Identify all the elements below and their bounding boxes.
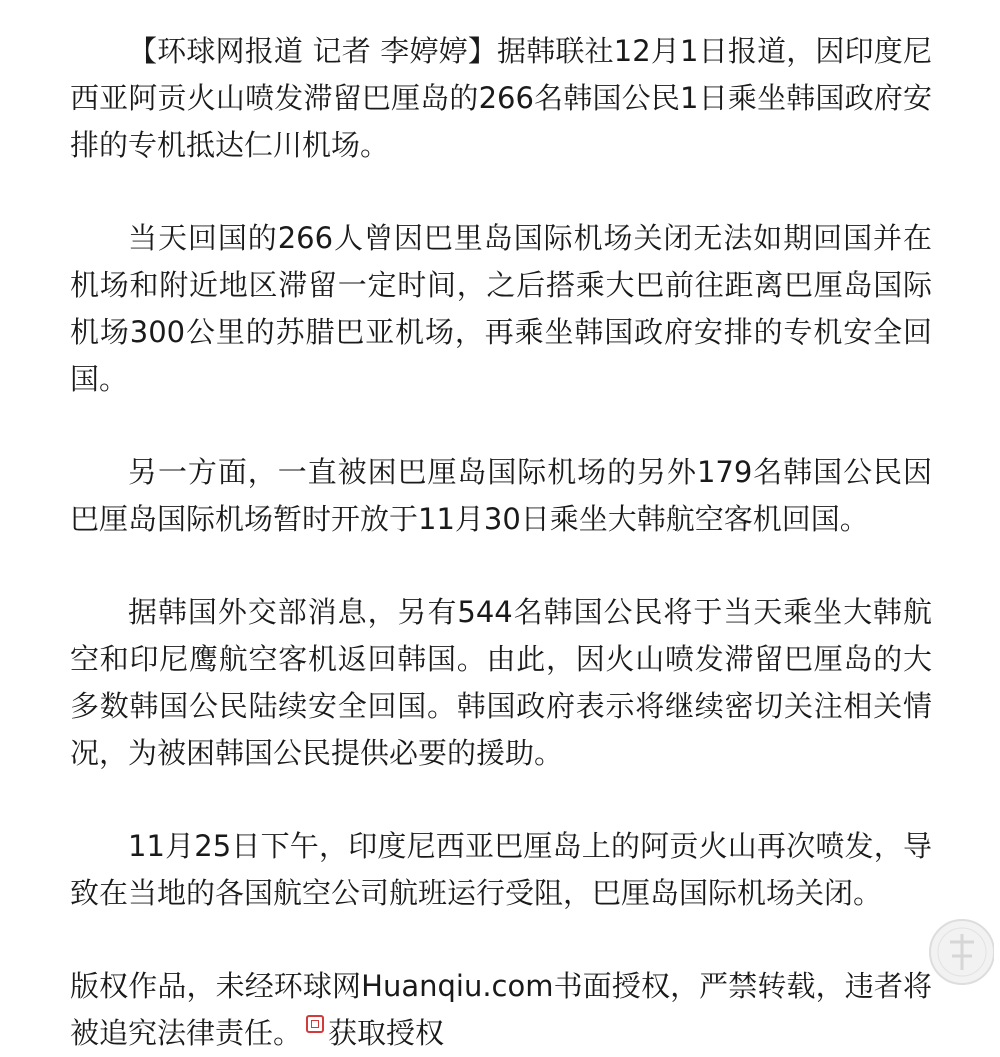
copyright-text: 版权作品，未经环球网Huanqiu.com书面授权，严禁转载，违者将被追究法律责任。: [70, 969, 932, 1050]
article-paragraph-5: 11月25日下午，印度尼西亚巴厘岛上的阿贡火山再次喷发，导致在当地的各国航空公司航班运行受阻，巴厘岛国际机场关闭。: [70, 829, 932, 910]
get-authorization-link[interactable]: [302, 1016, 444, 1050]
article-paragraph-1: 【环球网报道 记者 李婷婷】据韩联社12月1日报道，因印度尼西亚阿贡火山喷发滞留巴厘岛的266名韩国公民1日乘坐韩国政府安排的专机抵达仁川机场。: [70, 34, 932, 162]
authorization-stamp-icon: [306, 1015, 324, 1033]
article-paragraph-3: 另一方面，一直被困巴厘岛国际机场的另外179名韩国公民因巴厘岛国际机场暂时开放于11月30日乘坐大韩航空客机回国。: [70, 455, 932, 536]
article-paragraph-4: 据韩国外交部消息，另有544名韩国公民将于当天乘坐大韩航空和印尼鹰航空客机返回韩国。由此，因火山喷发滞留巴厘岛的大多数韩国公民陆续安全回国。韩国政府表示将继续密切关注相关情况，为被困韩国公民提供必要的援助。: [70, 595, 932, 770]
article-body: [70, 28, 932, 1057]
article-paragraph-2: 当天回国的266人曾因巴里岛国际机场关闭无法如期回国并在机场和附近地区滞留一定时间，之后搭乘大巴前往距离巴厘岛国际机场300公里的苏腊巴亚机场，再乘坐韩国政府安排的专机安全回国。: [70, 221, 932, 396]
get-authorization-label: 获取授权: [328, 1016, 445, 1050]
copyright-notice: [70, 963, 932, 1057]
circular-watermark-icon: [922, 912, 994, 988]
